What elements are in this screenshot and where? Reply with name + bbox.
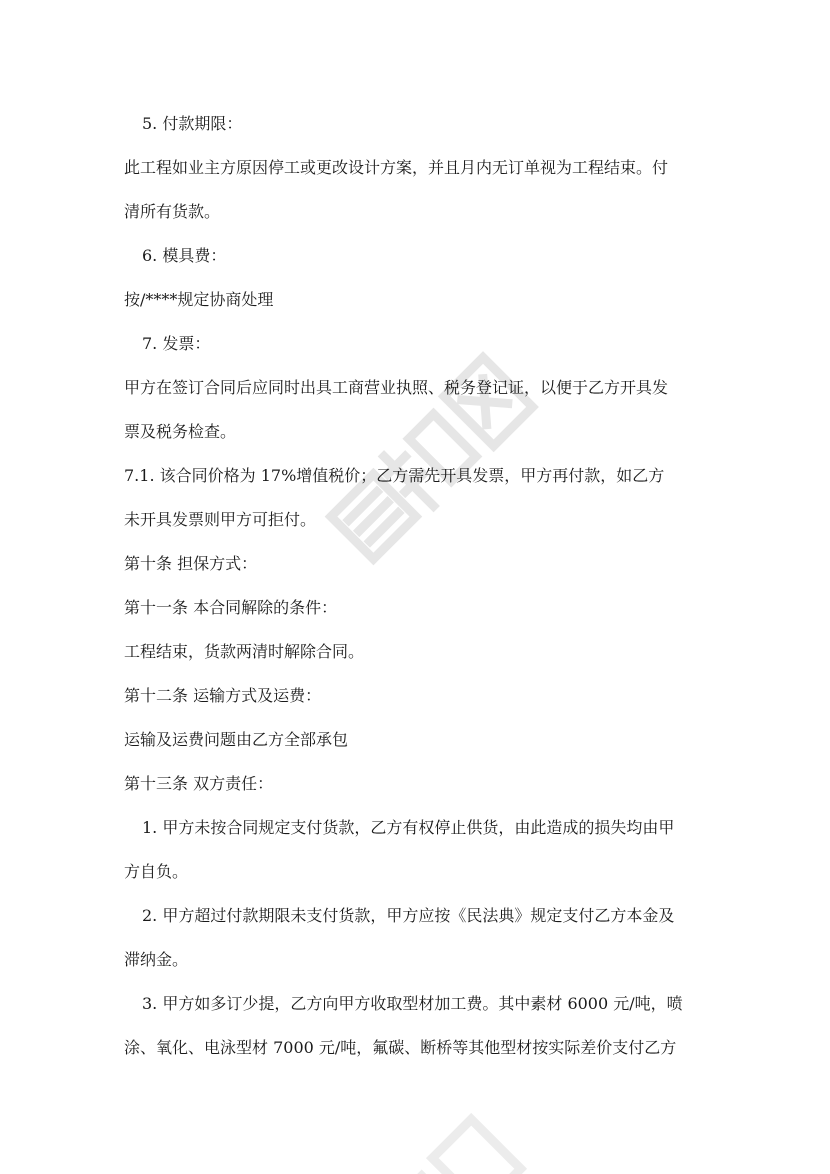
clause-7-text-line-2: 票及税务检查。: [124, 422, 237, 441]
watermark-stamp-partial: [370, 1080, 530, 1174]
clause-7-1-text-line-1: 7.1. 该合同价格为 17%增值税价；乙方需先开具发票，甲方再付款，如乙方: [124, 466, 665, 485]
article-13-item-1-line-2: 方自负。: [124, 862, 189, 881]
clause-6-text: 按/****规定协商处理: [124, 290, 274, 309]
clause-7-text-line-1: 甲方在签订合同后应同时出具工商营业执照、税务登记证，以便于乙方开具发: [124, 378, 669, 397]
watermark-stamp: [300, 330, 560, 590]
article-12-heading: 第十二条 运输方式及运费：: [124, 686, 322, 705]
article-13-item-1-line-1: 1. 甲方未按合同规定支付货款，乙方有权停止供货，由此造成的损失均由甲: [142, 818, 675, 837]
clause-5-text-line-2: 清所有货款。: [124, 202, 221, 221]
clause-5-heading: 5. 付款期限：: [142, 114, 243, 133]
article-13-item-3-line-1: 3. 甲方如多订少提，乙方向甲方收取型材加工费。其中素材 6000 元/吨，喷: [142, 994, 683, 1013]
clause-7-heading: 7. 发票：: [142, 334, 211, 353]
article-13-heading: 第十三条 双方责任：: [124, 774, 274, 793]
article-11-text: 工程结束，货款两清时解除合同。: [124, 642, 365, 661]
article-13-item-3-line-2: 涂、氧化、电泳型材 7000 元/吨，氟碳、断桥等其他型材按实际差价支付乙方: [124, 1038, 677, 1057]
article-13-item-2-line-2: 滞纳金。: [124, 950, 189, 969]
article-13-item-2-line-1: 2. 甲方超过付款期限未支付货款，甲方应按《民法典》规定支付乙方本金及: [142, 906, 675, 925]
article-10-heading: 第十条 担保方式：: [124, 554, 258, 573]
article-11-heading: 第十一条 本合同解除的条件：: [124, 598, 338, 617]
clause-6-heading: 6. 模具费：: [142, 246, 227, 265]
clause-5-text-line-1: 此工程如业主方原因停工或更改设计方案，并且月内无订单视为工程结束。付: [124, 158, 669, 177]
clause-7-1-text-line-2: 未开具发票则甲方可拒付。: [124, 510, 317, 529]
article-12-text: 运输及运费问题由乙方全部承包: [124, 730, 349, 749]
